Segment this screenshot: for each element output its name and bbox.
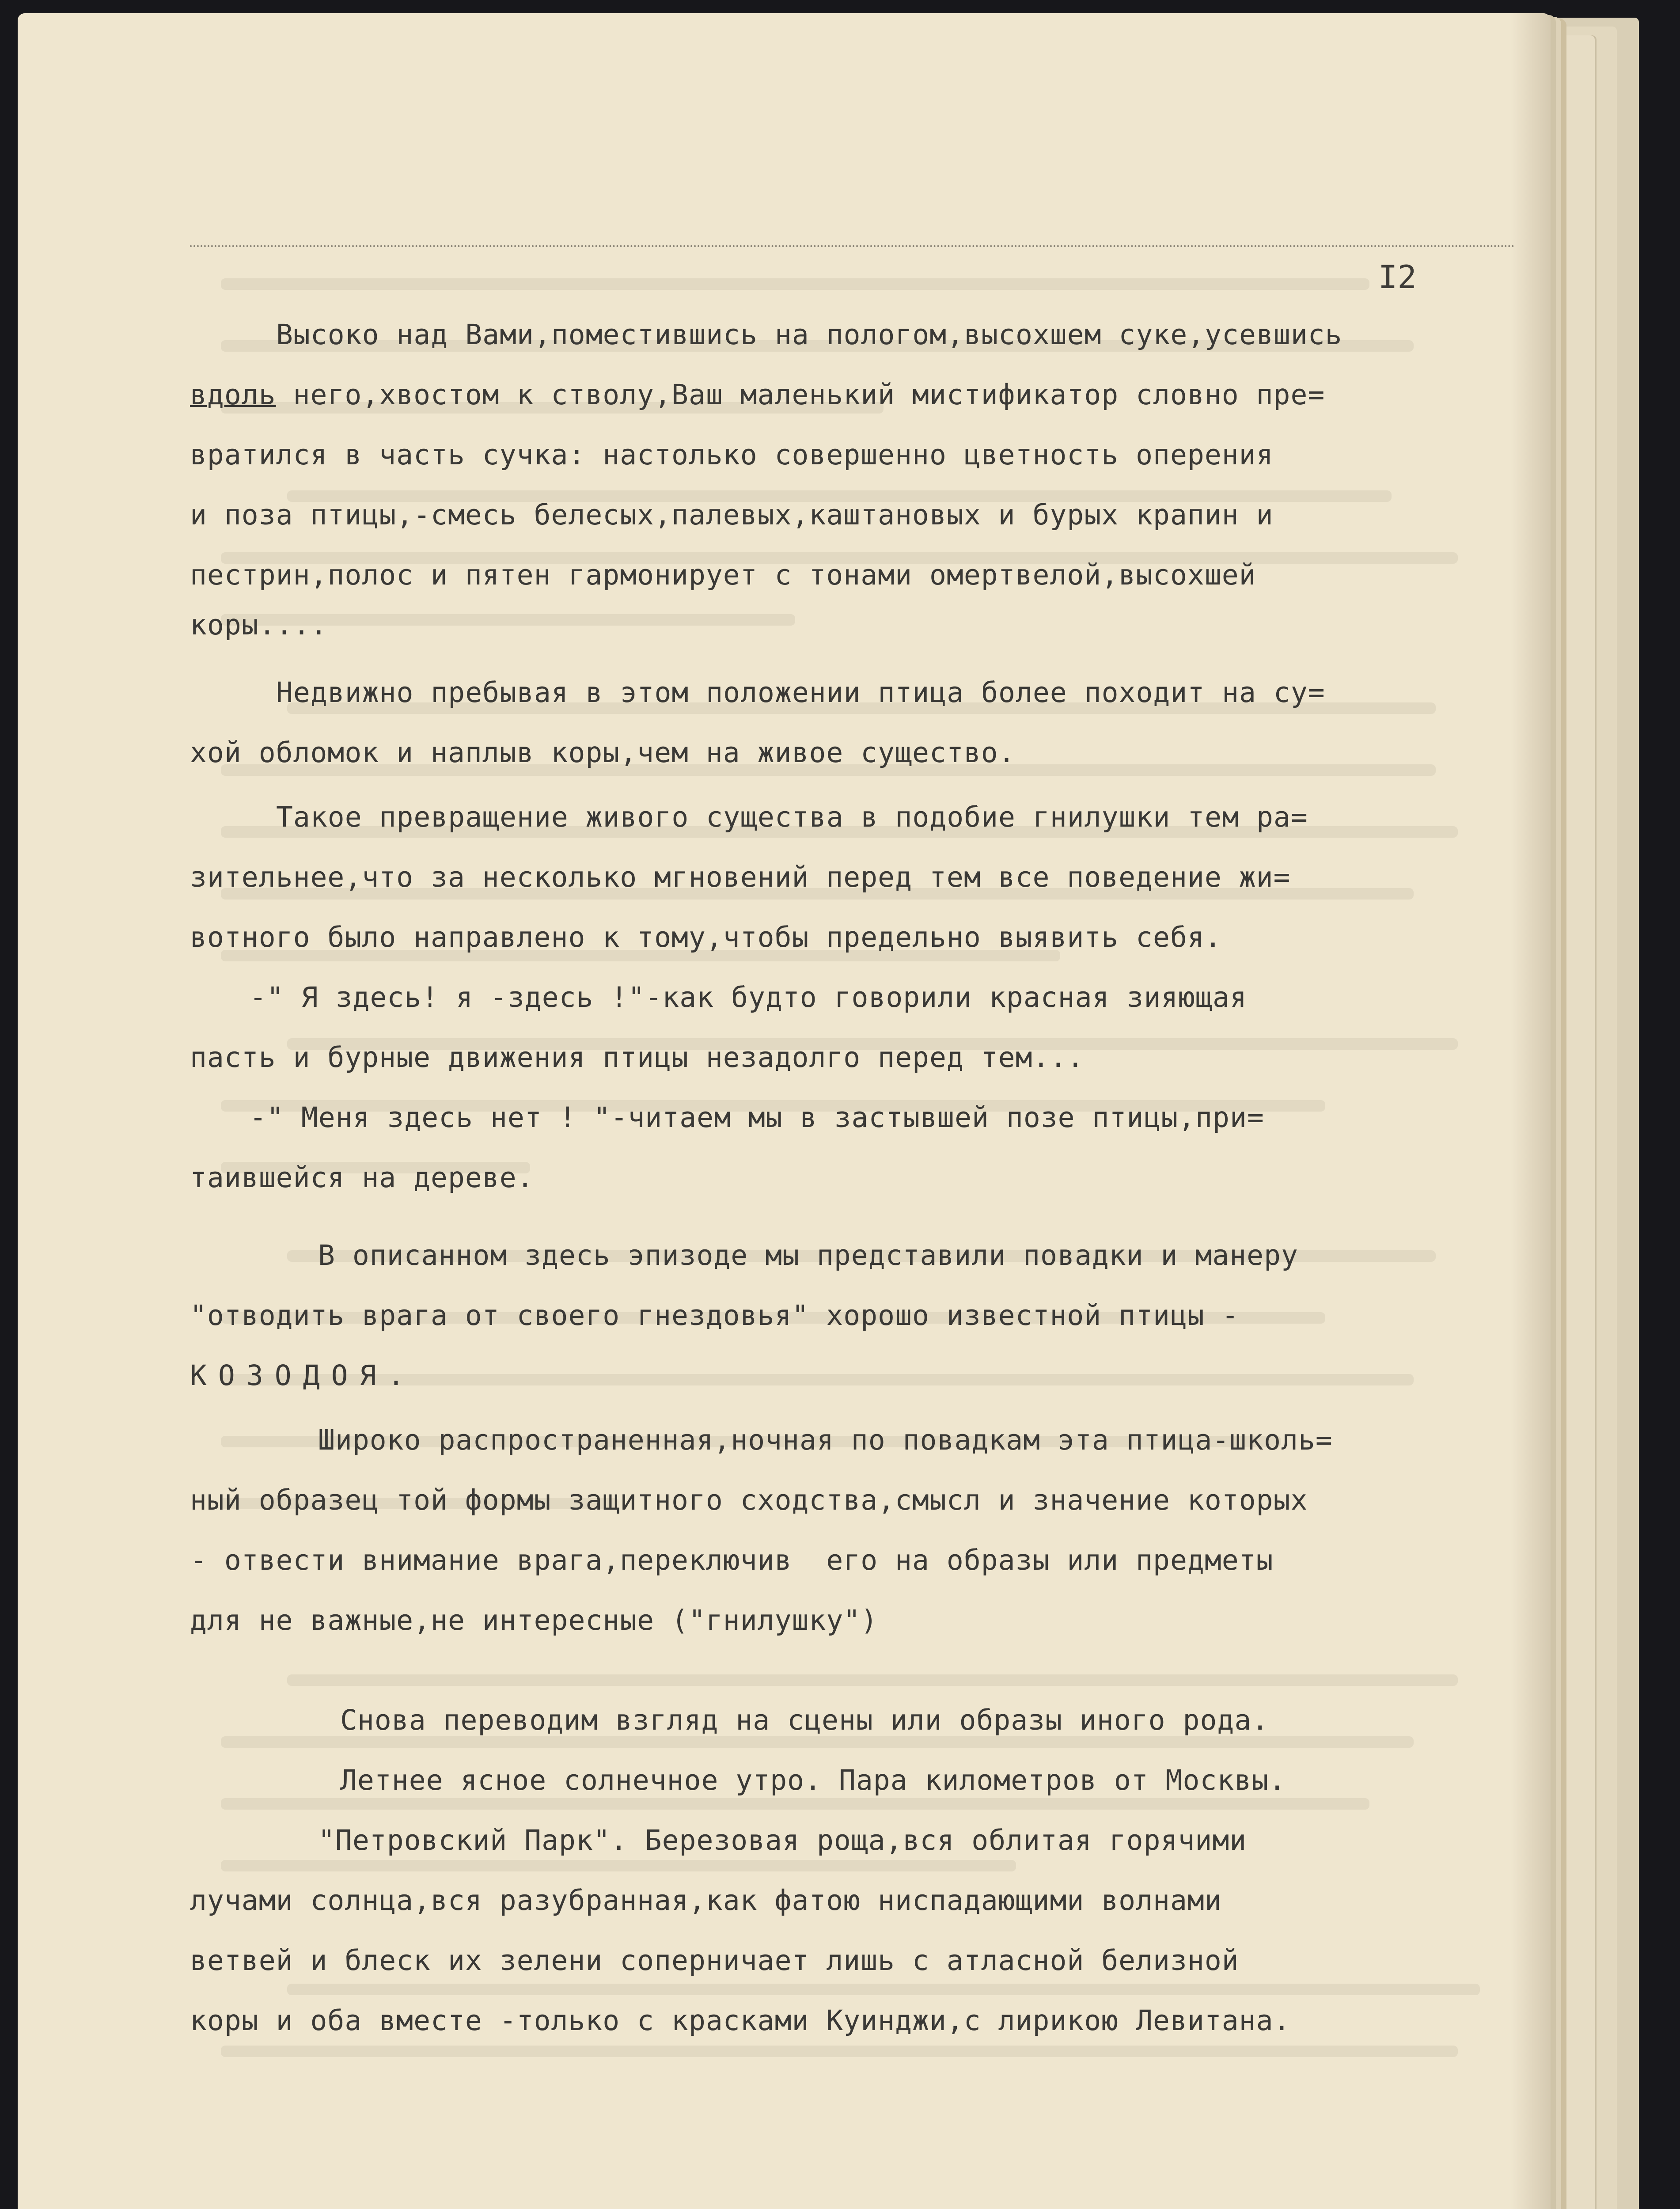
- text-line: ветвей и блеск их зелени соперничает лишь с атласной белизной: [190, 1944, 1239, 1977]
- text-line: Широко распространенная,ночная по повадкам эта птица-школь=: [318, 1424, 1333, 1456]
- binding-shadow: [1511, 13, 1551, 2209]
- text-line: пасть и бурные движения птицы незадолго перед тем...: [190, 1041, 1085, 1074]
- text-line: Недвижно пребывая в этом положении птица более походит на су=: [276, 676, 1325, 709]
- text-line: пестрин,полос и пятен гармонирует с тонами омертвелой,высохшей: [190, 559, 1256, 591]
- text-line: "отводить врага от своего гнездовья" хорошо известной птицы -: [190, 1299, 1239, 1332]
- text-line: В описанном здесь эпизоде мы представили повадки и манеру: [318, 1239, 1298, 1272]
- text-line: -" Я здесь! я -здесь !"-как будто говорили красная зияющая: [250, 981, 1247, 1013]
- text-line: лучами солнца,вся разубранная,как фатою ниспадающими волнами: [190, 1884, 1222, 1917]
- text-line: Такое превращение живого существа в подобие гнилушки тем ра=: [276, 801, 1308, 833]
- text-line: [190, 365, 1493, 425]
- page-number: I2: [1378, 258, 1417, 296]
- body-text: [190, 305, 1493, 2051]
- text-line: Летнее ясное солнечное утро. Пара километров от Москвы.: [340, 1764, 1286, 1796]
- text-line-rest: него,хвостом к стволу,Ваш маленький мистификатор словно пре=: [276, 379, 1325, 411]
- text-line: коры....: [190, 609, 328, 641]
- text-line: и поза птицы,-смесь белесых,палевых,каштановых и бурых крапин и: [190, 499, 1274, 531]
- text-line: Снова переводим взгляд на сцены или образы иного рода.: [340, 1704, 1269, 1736]
- underlined-word: вдоль: [190, 379, 276, 411]
- text-line: Высоко над Вами,поместившись на пологом,высохшем суке,усевшись: [276, 319, 1342, 351]
- text-line: ный образец той формы защитного сходства,смысл и значение которых: [190, 1484, 1308, 1516]
- text-line: "Петровский Парк". Березовая роща,вся облитая горячими: [318, 1824, 1247, 1856]
- text-line: -" Меня здесь нет ! "-читаем мы в застывшей позе птицы,при=: [250, 1101, 1264, 1134]
- text-line: вотного было направлено к тому,чтобы предельно выявить себя.: [190, 921, 1222, 953]
- emphasized-word: КОЗОДОЯ.: [190, 1359, 416, 1392]
- text-line: зительнее,что за несколько мгновений перед тем все поведение жи=: [190, 861, 1291, 893]
- text-line: вратился в часть сучка: настолько совершенно цветность оперения: [190, 439, 1274, 471]
- text-line: хой обломок и наплыв коры,чем на живое существо.: [190, 736, 1016, 769]
- text-line: коры и оба вместе -только с красками Куинджи,с лирикою Левитана.: [190, 2004, 1291, 2037]
- header-rule: [190, 245, 1515, 247]
- text-line: для не важные,не интересные ("гнилушку"): [190, 1604, 878, 1636]
- text-line: таившейся на дереве.: [190, 1161, 534, 1194]
- text-line: - отвести внимание врага,переключив его на образы или предметы: [190, 1544, 1274, 1576]
